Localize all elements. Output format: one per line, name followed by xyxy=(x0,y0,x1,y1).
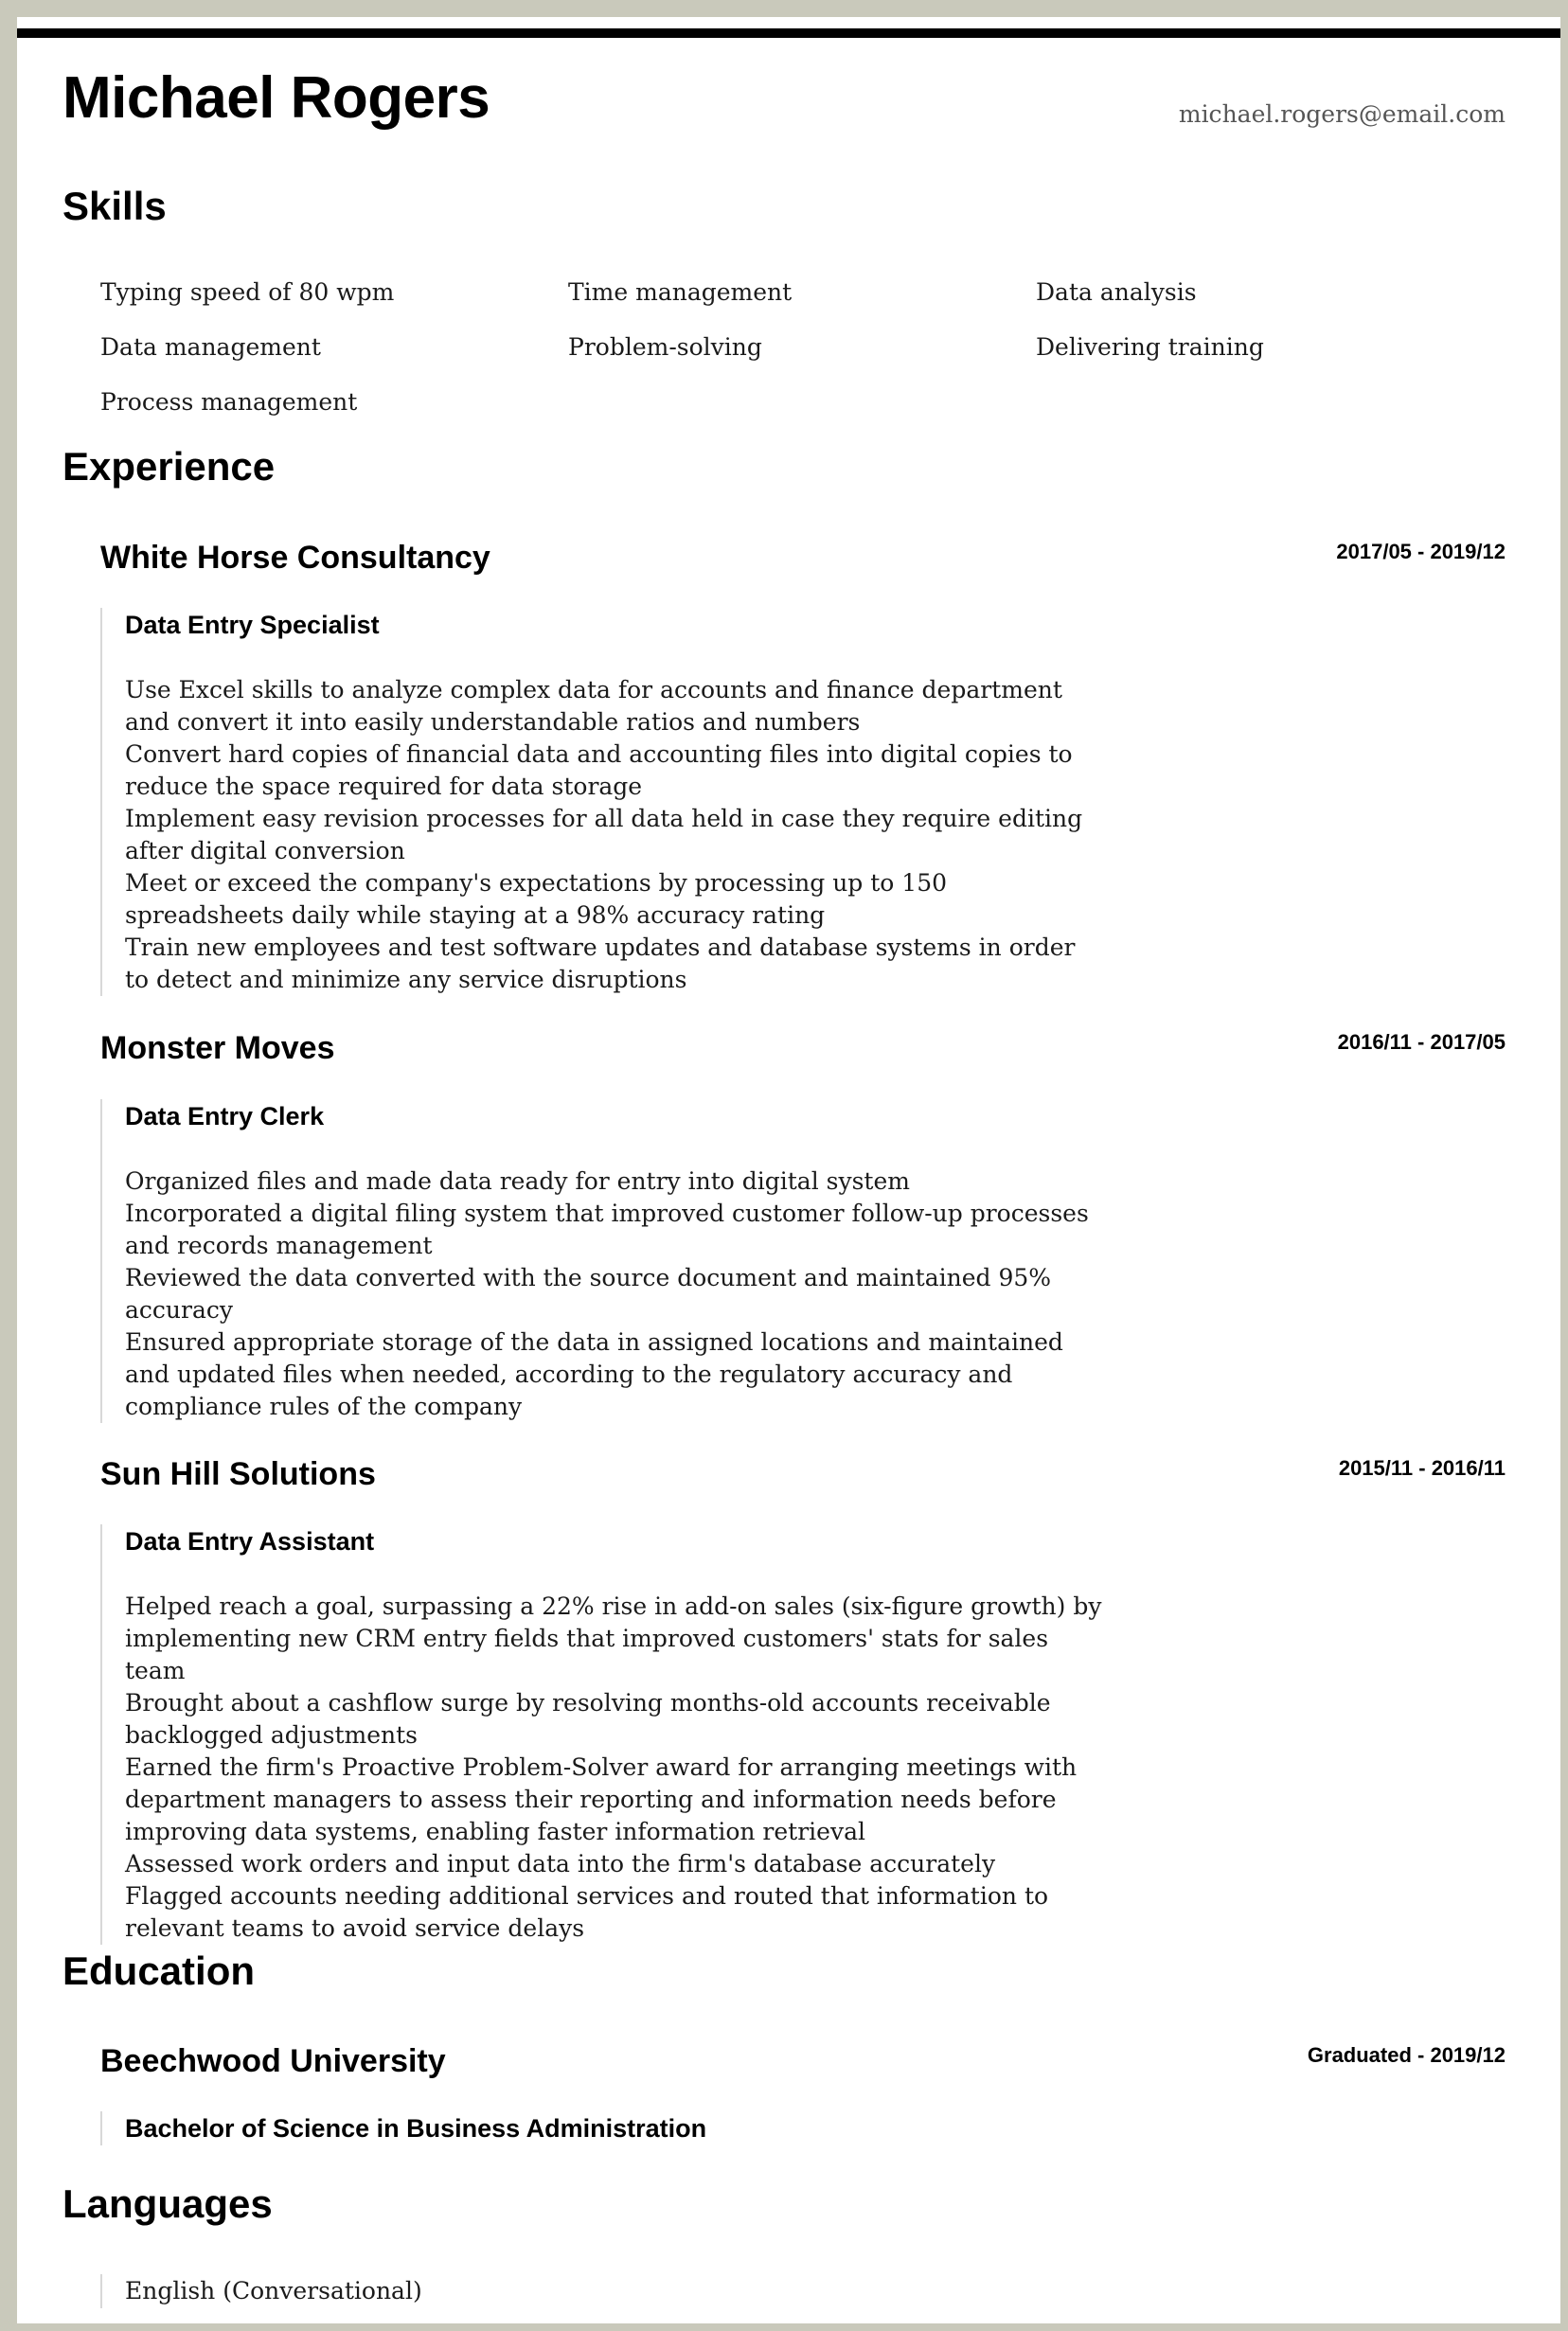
languages-title: Languages xyxy=(62,2181,273,2226)
job-bullet: Brought about a cashflow surge by resolving months-old accounts receivable backlogged adjustments xyxy=(125,1689,1051,1749)
top-rule xyxy=(17,28,1560,38)
job-bullet: Use Excel skills to analyze complex data for accounts and finance department and convert it into easily understandable ratios and numbers xyxy=(125,676,1062,736)
resume-page xyxy=(17,17,1560,2323)
job-bullets xyxy=(125,674,1104,996)
job-details xyxy=(100,608,1104,996)
job-company: White Horse Consultancy xyxy=(100,540,490,576)
experience-title: Experience xyxy=(62,444,276,489)
education-degree: Bachelor of Science in Business Administration xyxy=(125,2114,707,2143)
skill-item: Data analysis xyxy=(1036,278,1197,306)
job-bullet: Train new employees and test software updates and database systems in order to detect and minimize any service disruptions xyxy=(125,934,1076,993)
education-dates: Graduated - 2019/12 xyxy=(1307,2043,1506,2067)
job-role: Data Entry Clerk xyxy=(125,1102,325,1130)
job-bullet: Earned the firm's Proactive Problem-Solver award for arranging meetings with department managers to assess their reporting and information needs before improving data systems, enabling faster information retrieval xyxy=(125,1753,1078,1845)
languages-list xyxy=(100,2274,1104,2308)
candidate-email[interactable]: michael.rogers@email.com xyxy=(1178,100,1506,128)
job-role: Data Entry Specialist xyxy=(125,611,380,639)
job-details xyxy=(100,1099,1104,1423)
job-details xyxy=(100,1524,1104,1945)
skill-item: Problem-solving xyxy=(568,333,762,361)
skill-item: Process management xyxy=(100,388,358,416)
skills-list xyxy=(100,265,1502,430)
skill-item: Typing speed of 80 wpm xyxy=(100,278,395,306)
job-bullet: Convert hard copies of financial data and accounting files into digital copies to reduce the space required for data storage xyxy=(125,740,1073,800)
skills-title: Skills xyxy=(62,184,167,228)
job-company: Sun Hill Solutions xyxy=(100,1456,376,1492)
skill-item: Delivering training xyxy=(1036,333,1264,361)
skill-item: Data management xyxy=(100,333,321,361)
job-bullets xyxy=(125,1166,1104,1423)
job-bullet: Helped reach a goal, surpassing a 22% rise in add-on sales (six-figure growth) by implementing new CRM entry fields that improved customers' stats for sales team xyxy=(125,1593,1102,1684)
job-bullet: Reviewed the data converted with the source document and maintained 95% accuracy xyxy=(125,1264,1052,1324)
job-bullet: Flagged accounts needing additional services and routed that information to relevant teams to avoid service delays xyxy=(125,1882,1049,1942)
job-dates: 2015/11 - 2016/11 xyxy=(1338,1456,1506,1480)
candidate-name: Michael Rogers xyxy=(62,65,490,131)
education-title: Education xyxy=(62,1948,256,1993)
job-bullet: Assessed work orders and input data into the firm's database accurately xyxy=(125,1850,996,1877)
job-dates: 2017/05 - 2019/12 xyxy=(1336,540,1506,563)
job-bullet: Implement easy revision processes for all data held in case they require editing after digital conversion xyxy=(125,805,1083,864)
job-dates: 2016/11 - 2017/05 xyxy=(1337,1030,1506,1054)
education-details xyxy=(100,2111,1104,2145)
job-bullet: Ensured appropriate storage of the data in assigned locations and maintained and updated files when needed, according to the regulatory accuracy and compliance rules of the company xyxy=(125,1328,1063,1420)
skill-item: Time management xyxy=(568,278,793,306)
language-item: English (Conversational) xyxy=(125,2277,422,2304)
job-bullets xyxy=(125,1591,1104,1945)
job-role: Data Entry Assistant xyxy=(125,1527,375,1556)
job-company: Monster Moves xyxy=(100,1030,335,1066)
education-school: Beechwood University xyxy=(100,2043,446,2079)
job-bullet: Incorporated a digital filing system that improved customer follow-up processes and records management xyxy=(125,1200,1089,1259)
job-bullet: Meet or exceed the company's expectations by processing up to 150 spreadsheets daily while staying at a 98% accuracy rating xyxy=(125,869,948,929)
job-bullet: Organized files and made data ready for entry into digital system xyxy=(125,1167,910,1195)
